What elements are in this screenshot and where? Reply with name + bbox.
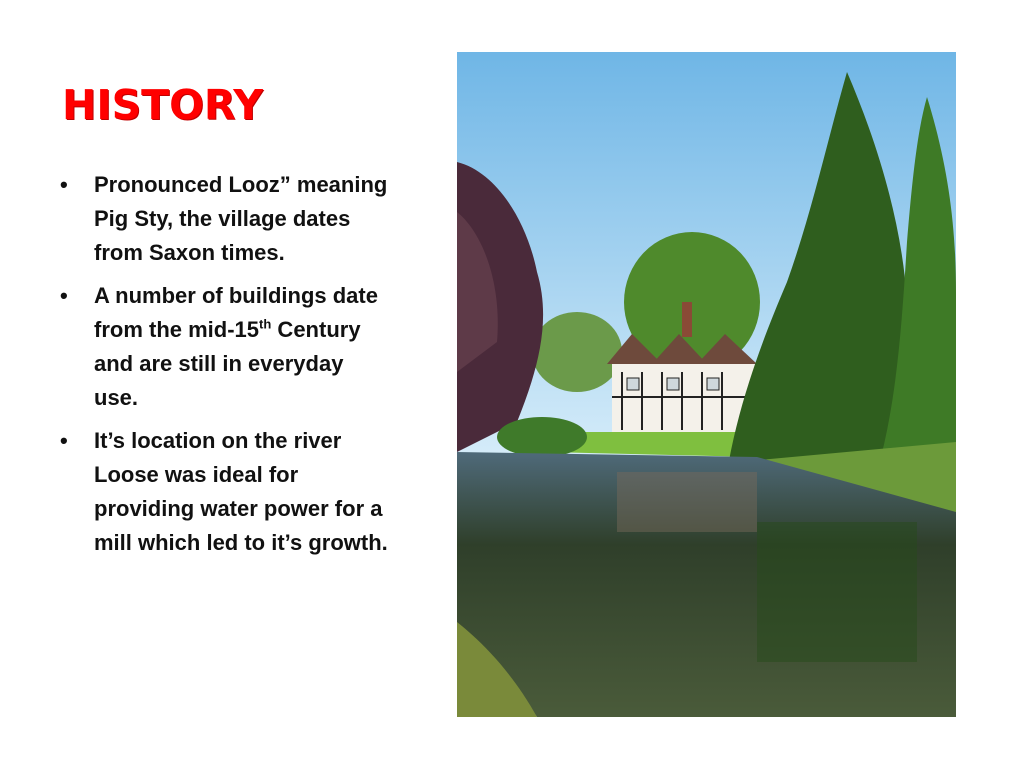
- bush: [497, 417, 587, 457]
- bullet-text-2-start: A number of buildings date from the mid-15: [94, 283, 378, 342]
- bullet-item-3: [60, 424, 390, 560]
- bullet-text-2: [94, 283, 378, 410]
- bullet-item-1: [60, 168, 390, 270]
- photo-illustration: [457, 52, 956, 717]
- bullet-text-2-end: Century and are still in everyday use.: [94, 317, 361, 410]
- slide-title: history: [62, 65, 263, 133]
- bullet-icon: •: [60, 283, 68, 308]
- bullet-text-1: Pronounced Looz” meaning Pig Sty, the village dates from Saxon times.: [94, 172, 388, 265]
- house-reflection: [617, 472, 757, 532]
- bullet-icon: •: [60, 428, 68, 453]
- tree-reflection: [757, 522, 917, 662]
- tudor-cottage-by-river-photo: [457, 52, 956, 717]
- ordinal-superscript: th: [259, 316, 272, 332]
- bullet-text-3: It’s location on the river Loose was ideal for providing water power for a mill which led to it’s growth.: [94, 428, 388, 555]
- bullet-icon: •: [60, 172, 68, 197]
- bullet-list: [60, 168, 390, 569]
- bullet-item-2: [60, 279, 390, 415]
- background-tree-small: [532, 312, 622, 392]
